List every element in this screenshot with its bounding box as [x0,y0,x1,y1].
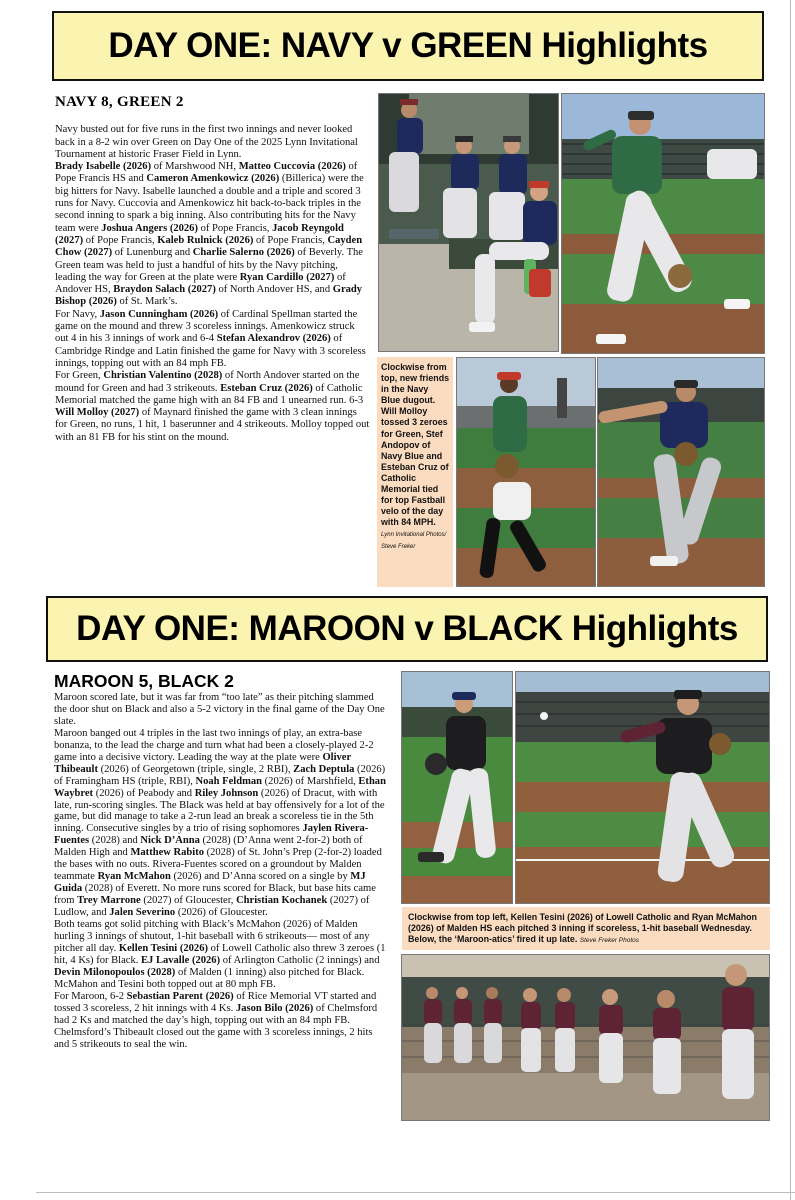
player-name: Noah Feldman [195,775,263,787]
article-text: of North Andover HS, and [215,284,333,296]
article-navy-green [55,96,370,444]
article-text: (2028) (D’Anna went 2-for-2) both of Malden High and [54,835,363,859]
article-text: of Marshwood NH, [151,161,239,173]
photo-green-pitcher [561,93,765,354]
article-text: of Rice Memorial VT started and tossed 3 scoreless, 2 hit innings with 4 Ks. [54,990,377,1014]
article-paragraph [55,124,370,161]
caption-text: Clockwise from top, new friends in the Navy Blue dugout. Will Molloy tossed 3 zeroes for Green, Stef Andopov of Navy Blue and Esteban Cruz of Catholic Memorial tied for top Fastball velo of the day with 84 MPH. [381,362,450,528]
section-banner-navy-green [52,11,764,81]
photo-black-pitcher-mcmahon [515,671,770,904]
article-headline: NAVY 8, GREEN 2 [55,94,184,110]
article-text: of North Andover started on the mound for Green and had 3 strikeouts. [55,370,360,394]
article-text: of Pope Francis HS and [55,161,358,185]
article-body [55,124,370,444]
player-name: Riley Johnson [194,787,259,799]
article-text: of Cambridge Rindge and Latin finished the game for Navy with 3 scoreless innings, topping out with an 84 mph FB. [55,333,366,369]
player-name: Oliver Thibeault [54,751,351,775]
article-text: For Navy, [55,308,100,320]
player-name: Ryan Cardillo (2027) [239,271,335,283]
player-name: EJ Lavalle (2026) [141,954,221,966]
article-text: of Malden (1 inning) also pitched for Black. McMahon and Tesini both topped out at 80 mph FB. [54,966,365,990]
article-text: For Maroon, 6-2 [54,990,127,1002]
article-text: (2026) of Peabody and [93,787,195,799]
article-paragraph [55,309,370,370]
section-title: DAY ONE: MAROON v BLACK Highlights [76,609,738,648]
article-paragraph [55,161,370,309]
photo-credit: Lynn Invitational Photos/ Steve Freker [381,532,447,550]
article-text: (2028) of Everett. No more runs scored for Black, but base hits came from [54,883,376,907]
player-name: Cameron Amenkowicz (2026) [146,173,280,185]
player-name: Nick D’Anna [140,835,200,847]
player-name: Braydon Salach (2027) [113,284,216,296]
article-paragraph [54,919,386,991]
player-name: Esteban Cruz (2026) [220,382,313,394]
article-text: Both teams got solid pitching with Black’s McMahon (2026) of Malden hurling 3 innings of shutout, 1-hit baseball with 6 strikeouts— most of any pitcher all day. [54,919,370,954]
article-text: of St. Mark’s. [116,296,178,308]
player-name: Jason Cunningham (2026) [99,308,219,320]
article-text: of Arlington Catholic (2 innings) and [220,954,380,966]
photo-navy-dugout [378,93,559,352]
player-name: Stefan Alexandrov (2026) [216,333,331,345]
player-name: Devin Milonopoulos (2028) [54,966,176,978]
photo-black-pitcher-tesini [401,671,513,904]
photo-credit: Steve Freker Photos [579,937,640,944]
article-maroon-black [54,671,386,1051]
article-text: of Andover HS, [55,271,346,296]
player-name: Matthew Rabito [130,847,204,859]
player-name: Will Molloy (2027) [55,407,140,419]
article-text: of Maynard finished the game with 3 clean innings for Green, no runs, 1 hit, 1 baserunner and 4 strikeouts. Molloy topped out with an 81 FB for his stint on the mound. [55,407,370,443]
article-text: of Pope Francis, [197,222,273,234]
caption-text: Clockwise from top left, Kellen Tesini (2026) of Lowell Catholic and Ryan McMahon (2026) of Malden HS each pitched 3 inning if scoreless, 1-hit baseball Wednesday. Below, the ‘Maroon-atics’ fired it up late. [408,912,757,944]
player-name: Cayden Chow (2027) [55,234,363,259]
article-text: of Catholic Memorial matched the game high with an 84 FB and 1 unearned run. 6-3 [55,382,364,406]
article-text: of Pope Francis, [83,234,158,246]
player-name: Brady Isabelle (2026) [55,161,152,173]
player-name: Kaleb Rulnick (2026) [157,234,254,246]
photo-navy-pitcher [597,357,765,587]
article-text: Maroon banged out 4 triples in the last two innings of play, an extra-base bonanza, to the lead the charge and turn what had been a closely-played 2-2 game into a decisive victory. Leading the way at the plate were [54,727,374,763]
page-bottom-rule [36,1192,795,1193]
player-name: Matteo Cuccovia (2026) [238,161,346,173]
article-text: of Chelmsford had 2 Ks and matched the day’s high, topping out with an 84 mph FB. Chelmsford’s Thibeault closed out the game with 3 scoreless innings, 2 hits and 5 strikeouts to seal the win. [54,1002,378,1050]
article-text: (2026) of Georgetown (triple, single, 2 RBI), [97,763,294,775]
article-text: of Cardinal Spellman started the game on the mound and threw 3 scoreless innings. Amenkowicz struck out 4 in his 3 innings of work and 6-4 [55,308,358,345]
article-text: For Green, [55,370,104,382]
player-name: Trey Marrone [77,895,141,907]
article-text: (2028) of St. John’s Prep (2-for-2) loaded the bases with no outs. Rivera-Fuentes scored on a groundout by Malden teammate [54,847,382,883]
article-text: (Billerica) were the big hitters for Navy. Isabelle launched a double and a triple and scored 3 runs for Navy. Cuccovia and Amenkowicz hit back-to-back triples in the second inning to spark a big inning. Also contributing hits for the Navy team were [55,173,364,234]
article-text: Navy busted out for five runs in the first two innings and never looked back in a 8-2 win over Green on Day One of the 2025 Lynn Invitational Tournament at historic Fraser Field in Lynn. [55,124,358,160]
article-paragraph [54,991,386,1051]
article-text: (2026) of Gloucester. [175,907,268,919]
player-name: Christian Valentino (2028) [103,370,223,382]
page-edge-rule [790,0,791,1200]
article-text: of Lunenburg and [112,247,193,259]
article-text: (2027) of Ludlow, and [54,895,370,919]
article-text: (2028) and [89,835,141,847]
section-banner-maroon-black [46,596,768,662]
section-title: DAY ONE: NAVY v GREEN Highlights [108,26,708,65]
photo-maroon-dugout [401,954,770,1121]
article-paragraph [54,692,386,728]
player-name: Christian Kochanek [236,895,328,907]
article-text: of Pope Francis, [253,234,328,246]
player-name: Sebastian Parent (2026) [126,990,234,1002]
article-text: (2026) of Dracut, with with late, run-scoring singles. The Black was held at bay offensively for a lot of the game, but did manage to take a 2-run lead an break a scoreless tie in the 5th inning. Consecutive singles by a trio of rising sophomores [54,787,385,835]
article-text: of Lowell Catholic also threw 3 zeroes (1 hit, 4 Ks) for Black. [54,942,386,966]
player-name: Ethan Waybret [54,775,386,799]
photo-caption [377,357,453,587]
player-name: Zach Deptula [293,763,355,775]
player-name: Joshua Angers (2026) [101,222,198,234]
article-text: of Beverly. The Green team was held to just a handful of hits by the Navy pitching, leading the way for Green at the plate were [55,247,363,283]
article-text: (2026) of Marshfield, [262,775,359,787]
article-text: Maroon scored late, but it was far from “too late” as their pitching slammed the door shut on Black and also a 5-2 victory in the final game of the Day One slate. [54,691,385,727]
player-name: Ryan McMahon [97,871,171,883]
player-name: Charlie Salerno (2026) [192,247,295,259]
player-name: Jacob Reyngold (2027) [55,222,344,246]
article-body [54,692,386,1051]
photo-green-pitcher-windup [456,357,596,587]
photo-caption [402,907,770,950]
player-name: MJ Guida [54,871,366,895]
article-text: (2027) of Gloucester, [140,895,237,907]
article-text: (2026) of Framingham HS (triple, RBI), [54,763,386,787]
player-name: Jalen Severino [109,907,176,919]
article-headline: MAROON 5, BLACK 2 [54,671,234,691]
player-name: Jason Bilo (2026) [235,1002,314,1014]
player-name: Grady Bishop (2026) [55,284,363,308]
article-paragraph [54,728,386,919]
article-text: (2026) and D’Anna scored on a single by [170,871,351,883]
player-name: Jaylen Rivera-Fuentes [54,823,369,847]
article-paragraph [55,370,370,444]
player-name: Kellen Tesini (2026) [118,942,208,954]
